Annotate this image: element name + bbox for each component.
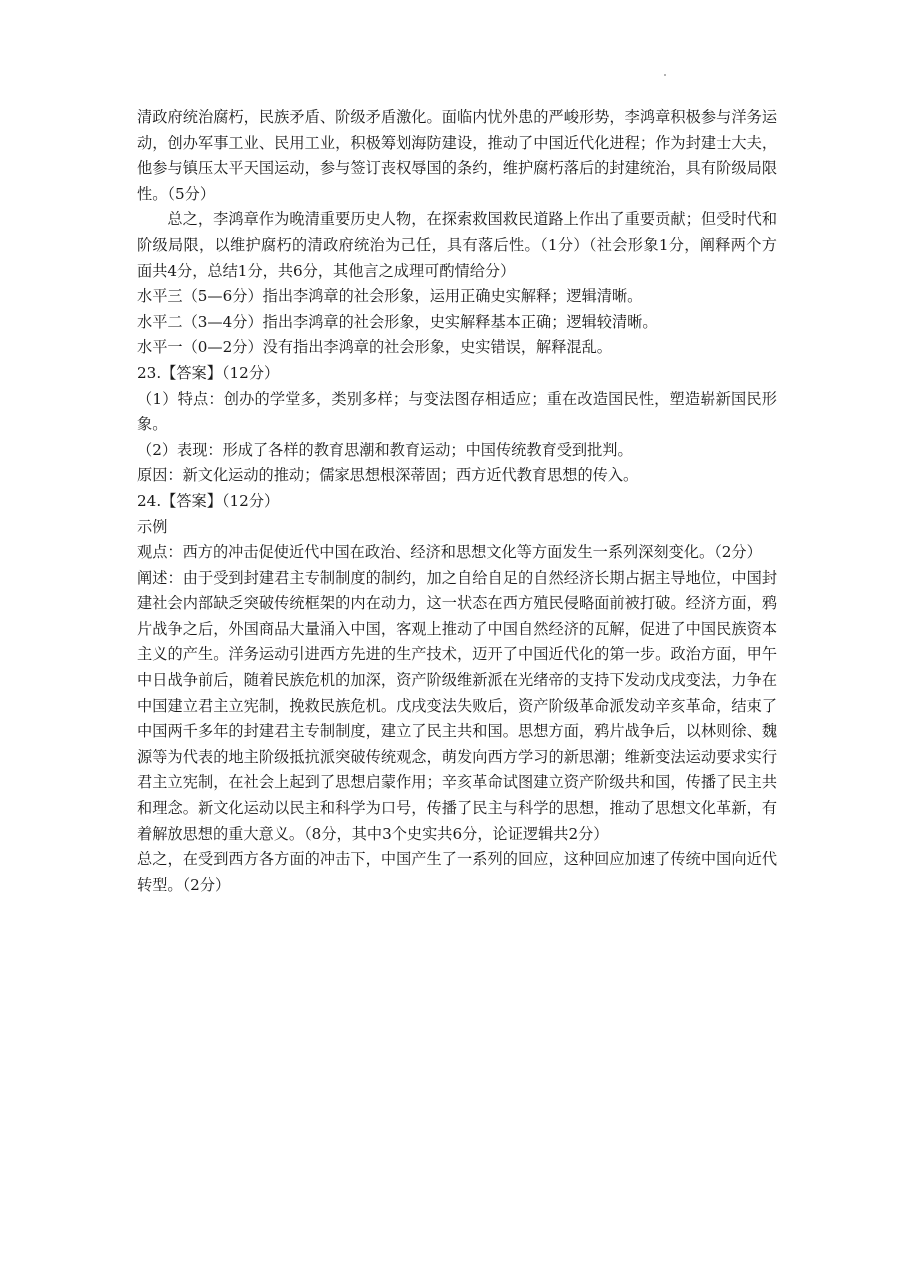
q22-level-three: 水平三（5—6分）指出李鸿章的社会形象，运用正确史实解释；逻辑清晰。 — [137, 287, 643, 306]
q23-item-2-reason: 原因：新文化运动的推动；儒家思想根深蒂固；西方近代教育思想的传入。 — [137, 466, 639, 485]
q24-elaboration: 阐述：由于受到封建君主专制制度的制约，加之自给自足的自然经济长期占据主导地位，中国封建社会内部缺乏突破传统框架的内在动力，这一状态在西方殖民侵略面前被打破。经济方面，鸦片战争之后，外国商品大量涌入中国，客观上推动了中国自然经济的瓦解，促进了中国民族资本主义的产生。洋务运动引进西方先进的生产技术，迈开了中国近代化的第一步。政治方面，甲午中日战争前后，随着民族危机的加深，资产阶级维新派在光绪帝的支持下发动戊戌变法，力争在中国建立君主立宪制，挽救民族危机。戊戌变法失败后，资产阶级革命派发动辛亥革命，结束了中国两千多年的封建君主专制制度，建立了民主共和国。思想方面，鸦片战争后，以林则徐、魏源等为代表的地主阶级抵抗派突破传统观念，萌发向西方学习的新思潮；维新变法运动要求实行君主立宪制，在社会上起到了思想启蒙作用；辛亥革命试图建立资产阶级共和国，传播了民主共和理念。新文化运动以民主和科学为口号，传播了民主与科学的思想，推动了思想文化革新，有着解放思想的重大意义。（8分，其中3个史实共6分，论证逻辑共2分） — [137, 568, 777, 843]
q22-level-two: 水平二（3—4分）指出李鸿章的社会形象，史实解释基本正确；逻辑较清晰。 — [137, 312, 658, 331]
q22-paragraph-1: 清政府统治腐朽，民族矛盾、阶级矛盾激化。面临内忧外患的严峻形势，李鸿章积极参与洋务运动，创办军事工业、民用工业，积极筹划海防建设，推动了中国近代化进程；作为封建士大夫，他参与镇压太平天国运动，参与签订丧权辱国的条约，维护腐朽落后的封建统治，具有阶级局限性。（5分） — [137, 108, 777, 203]
q23-item-1: （1）特点：创办的学堂多，类别多样；与变法图存相适应；重在改造国民性，塑造崭新国民形象。 — [137, 389, 777, 434]
q24-example-label: 示例 — [137, 517, 168, 536]
q24-viewpoint: 观点：西方的冲击促使近代中国在政治、经济和思想文化等方面发生一系列深刻变化。（2分） — [137, 543, 762, 562]
q23-item-2: （2）表现：形成了各样的教育思潮和教育运动；中国传统教育受到批判。 — [137, 440, 633, 459]
q24-conclusion: 总之，在受到西方各方面的冲击下，中国产生了一系列的回应，这种回应加速了传统中国向近代转型。（2分） — [137, 850, 777, 894]
q22-level-one: 水平一（0—2分）没有指出李鸿章的社会形象，史实错误，解释混乱。 — [137, 338, 612, 357]
scan-speck — [664, 74, 666, 76]
q24-heading: 24.【答案】（12分） — [137, 491, 280, 510]
q23-heading: 23.【答案】（12分） — [137, 363, 280, 382]
q22-summary-paragraph: 总之，李鸿章作为晚清重要历史人物，在探索救国救民道路上作出了重要贡献；但受时代和阶级局限，以维护腐朽的清政府统治为己任，具有落后性。（1分）（社会形象1分，阐释两个方面共4分，总结1分，共6分，其他言之成理可酌情给分） — [137, 210, 777, 280]
answer-text-body — [137, 105, 777, 898]
